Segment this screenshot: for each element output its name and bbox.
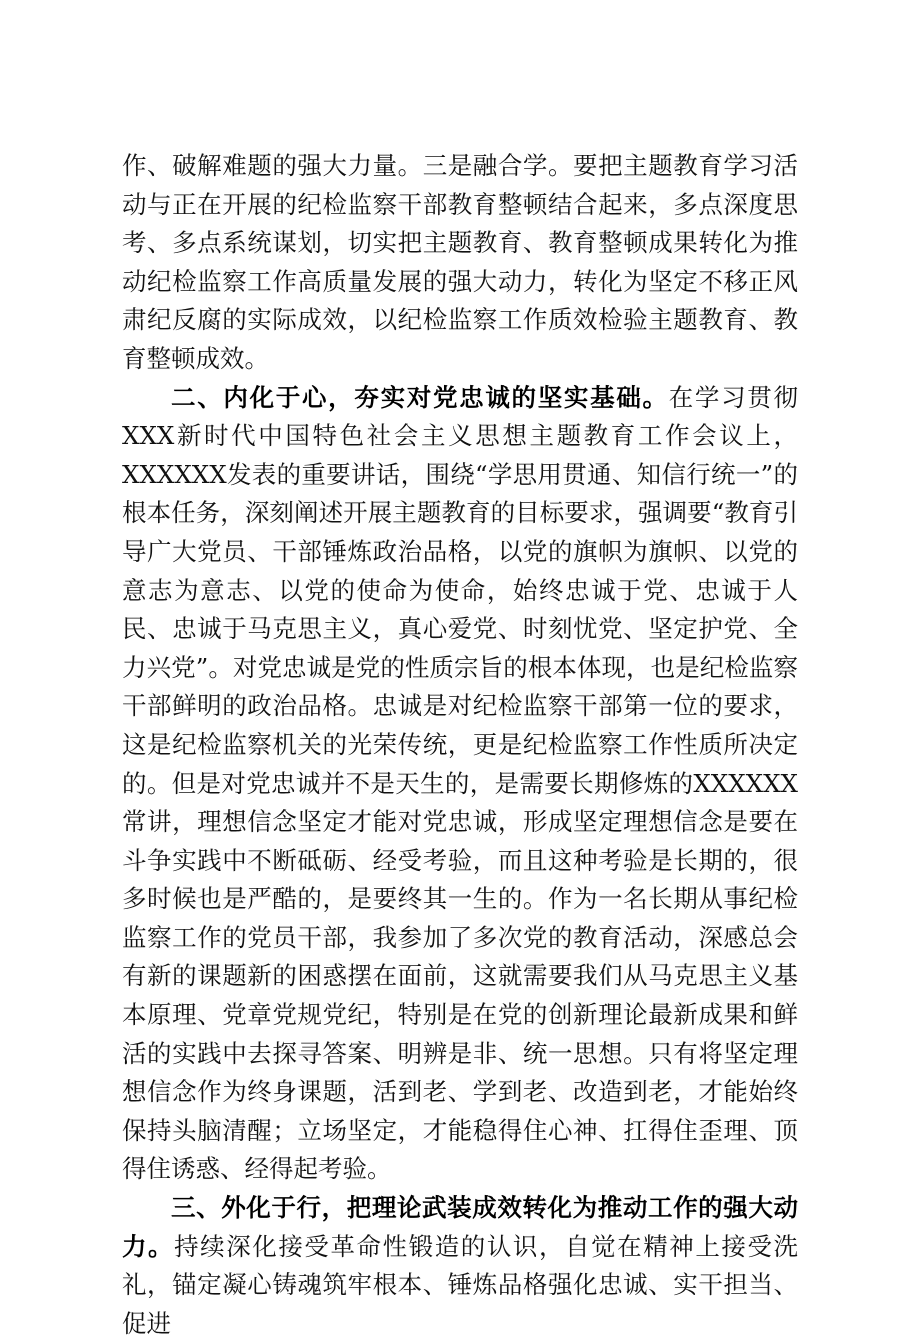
paragraph-text: 在学习贯彻XXX新时代中国特色社会主义思想主题教育工作会议上，XXXXXX发表的重要讲话，围绕“学思用贯通、知信行统一”的根本任务，深刻阐述开展主题教育的目标要求，强调要“教育引导广大党员、干部锤炼政治品格，以党的旗帜为旗帜、以党的意志为意志、以党的使命为使命，始终忠诚于党、忠诚于人民、忠诚于马克思主义，真心爱党、时刻忧党、坚定护党、全力兴党”。对党忠诚是党的性质宗旨的根本体现，也是纪检监察干部鲜明的政治品格。忠诚是对纪检监察干部第一位的要求，这是纪检监察机关的光荣传统，更是纪检监察工作性质所决定的。但是对党忠诚并不是天生的，是需要长期修炼的XXXXXX常讲，理想信念坚定才能对党忠诚，形成坚定理想信念是要在斗争实践中不断砥砺、经受考验，而且这种考验是长期的，很多时候也是严酷的，是要终其一生的。作为一名长期从事纪检监察工作的党员干部，我参加了多次党的教育活动，深感总会有新的课题新的困惑摆在面前，这就需要我们从马克思主义基本原理、党章党规党纪，特别是在党的创新理论最新成果和鲜活的实践中去探寻答案、明辨是非、统一思想。只有将坚定理想信念作为终身课题，活到老、学到老、改造到老，才能始终保持头脑清醒；立场坚定，才能稳得住心神、扛得住歪理、顶得住诱惑、经得起考验。: [122, 382, 799, 1184]
paragraph-section-two: [122, 379, 798, 1189]
paragraph-text: 作、破解难题的强大力量。三是融合学。要把主题教育学习活动与正在开展的纪检监察干部教育整顿结合起来，多点深度思考、多点系统谋划，切实把主题教育、教育整顿成果转化为推动纪检监察工作高质量发展的强大动力，转化为坚定不移正风肃纪反腐的实际成效，以纪检监察工作质效检验主题教育、教育整顿成效。: [122, 151, 798, 373]
section-heading: 三、外化于行，把理论武装成效转化为推动工作的强大动力。: [122, 1193, 798, 1261]
paragraph-text: 持续深化接受革命性锻造的认识，自觉在精神上接受洗礼，锚定凝心铸魂筑牢根本、锤炼品格强化忠诚、实干担当、促进: [122, 1231, 799, 1338]
paragraph-section-three: [122, 1189, 798, 1343]
document-body: [122, 147, 798, 1343]
section-heading: 二、内化于心，夯实对党忠诚的坚实基础。: [171, 382, 669, 412]
paragraph-continuation: [122, 147, 798, 379]
